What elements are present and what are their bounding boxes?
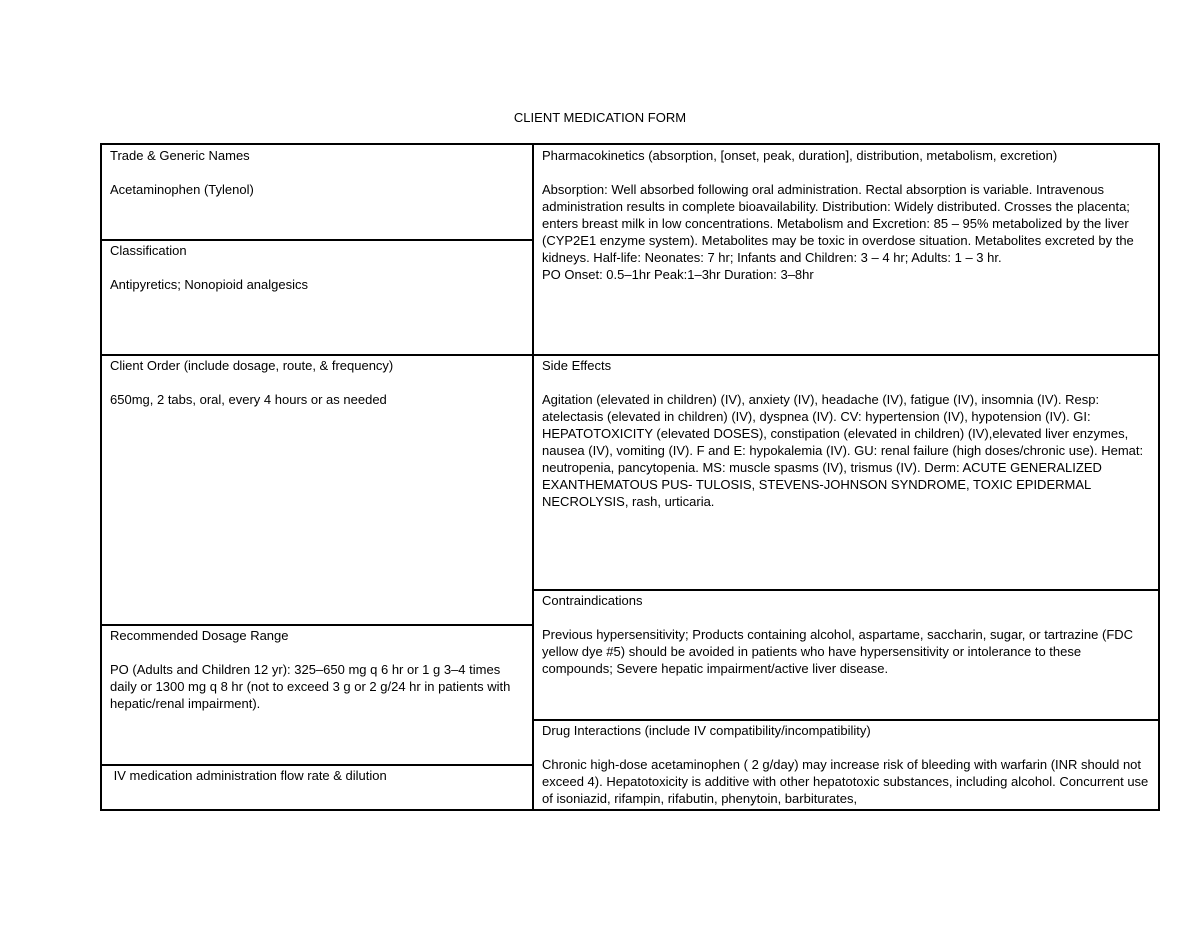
iv-admin-cell: [110, 767, 530, 807]
divider-pk-sideeffects: [533, 354, 1158, 356]
drug-interactions-heading: Drug Interactions (include IV compatibility/incompatibility): [542, 723, 871, 738]
client-order-heading: Client Order (include dosage, route, & frequency): [110, 358, 394, 373]
side-effects-value: Agitation (elevated in children) (IV), anxiety (IV), headache (IV), fatigue (IV), insomnia (IV). Resp: atelectasis (elevated in children) (IV), dyspnea (IV). CV: hypertension (IV), hypotension (IV). GI: HEPATOTOXICITY (elevated DOSES), constipation (elevated in children) (IV),elevated liver enzymes, nausea (IV), vomiting (IV). F and E: hypokalemia (IV). GU: renal failure (high doses/chronic use). Hemat: neutropenia, pancytopenia. MS: muscle spasms (IV), trismus (IV). Derm: ACUTE GENERALIZED EXANTHEMATOUS PUS- TULOSIS, STEVENS-JOHNSON SYNDROME, TOXIC EPIDERMAL NECROLYSIS, rash, urticaria.: [542, 392, 1144, 509]
divider-contra-interactions: [533, 719, 1158, 721]
dosage-range-value: PO (Adults and Children 12 yr): 325–650 mg q 6 hr or 1 g 3–4 times daily or 1300 mg q 8 hr (not to exceed 3 g or 2 g/24 hr in patients with hepatic/renal impairment).: [110, 662, 511, 711]
drug-interactions-value: Chronic high-dose acetaminophen ( 2 g/day) may increase risk of bleeding with warfarin (INR should not exceed 4). Hepatotoxicity is additive with other hepatotoxic substances, including alcohol. Concurrent use of isoniazid, rifampin, rifabutin, phenytoin, barbiturates,: [542, 757, 1149, 806]
pharmacokinetics-cell: [542, 147, 1154, 352]
dosage-range-heading: Recommended Dosage Range: [110, 628, 289, 643]
pharmacokinetics-onset: PO Onset: 0.5–1hr Peak:1–3hr Duration: 3–8hr: [542, 267, 814, 282]
trade-generic-value: Acetaminophen (Tylenol): [110, 182, 254, 197]
divider-sideeffects-contra: [533, 589, 1158, 591]
dosage-range-cell: [110, 627, 530, 762]
classification-value: Antipyretics; Nonopioid analgesics: [110, 277, 308, 292]
drug-interactions-cell: [542, 722, 1154, 809]
column-divider: [532, 145, 534, 809]
medication-form-table: [100, 143, 1160, 811]
pharmacokinetics-value: Absorption: Well absorbed following oral administration. Rectal absorption is variable. Intravenous administration results in complete bioavailability. Distribution: Widely distributed. Crosses the placenta; enters breast milk in low concentrations. Metabolism and Excretion: 85 – 95% metabolized by the liver (CYP2E1 enzyme system). Metabolites may be toxic in overdose situation. Metabolites excreted by the kidneys. Half-life: Neonates: 7 hr; Infants and Children: 3 – 4 hr; Adults: 1 – 3 hr.: [542, 182, 1134, 265]
contraindications-cell: [542, 592, 1154, 717]
side-effects-cell: [542, 357, 1154, 587]
client-order-cell: [110, 357, 530, 622]
divider-trade-classification: [102, 239, 533, 241]
divider-order-dosage: [102, 624, 533, 626]
side-effects-heading: Side Effects: [542, 358, 612, 373]
classification-heading: Classification: [110, 243, 187, 258]
divider-classification-order: [102, 354, 533, 356]
contraindications-heading: Contraindications: [542, 593, 643, 608]
divider-dosage-iv: [102, 764, 533, 766]
classification-cell: [110, 242, 530, 352]
trade-generic-heading: Trade & Generic Names: [110, 148, 250, 163]
iv-admin-heading: IV medication administration flow rate & dilution: [110, 768, 387, 783]
form-title: CLIENT MEDICATION FORM: [513, 110, 687, 125]
contraindications-value: Previous hypersensitivity; Products containing alcohol, aspartame, saccharin, sugar, or tartrazine (FDC yellow dye #5) should be avoided in patients who have hypersensitivity or intolerance to these compounds; Severe hepatic impairment/active liver disease.: [542, 627, 1134, 676]
pharmacokinetics-heading: Pharmacokinetics (absorption, [onset, peak, duration], distribution, metabolism, excretion): [542, 148, 1058, 163]
client-order-value: 650mg, 2 tabs, oral, every 4 hours or as needed: [110, 392, 387, 407]
trade-generic-cell: [110, 147, 530, 237]
